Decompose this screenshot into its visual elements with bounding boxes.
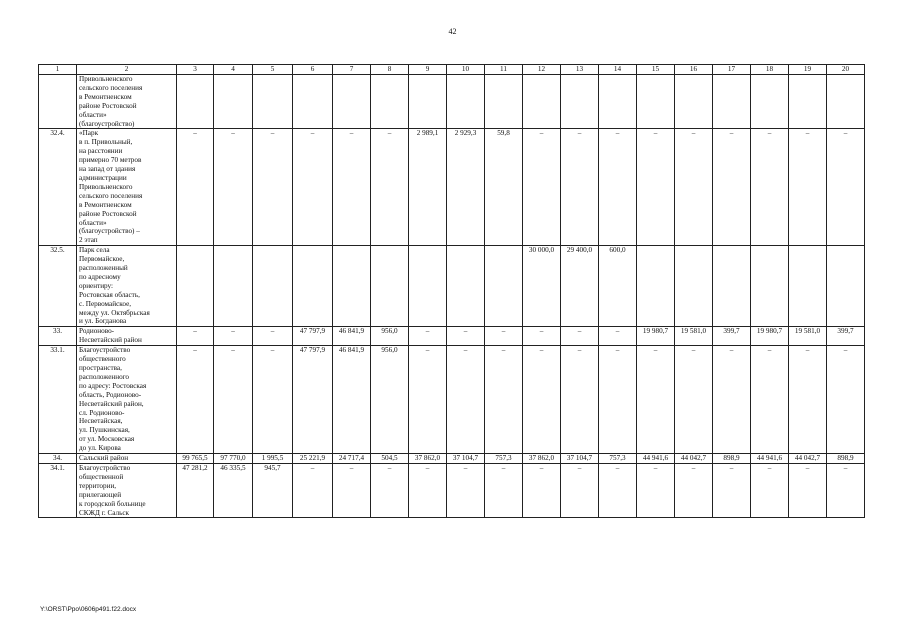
value-cell (637, 75, 675, 129)
table-row (39, 346, 865, 454)
value-cell: – (177, 129, 214, 246)
value-cell: – (293, 463, 333, 517)
column-number: 15 (637, 65, 675, 75)
data-table (38, 64, 865, 518)
value-cell: – (713, 129, 751, 246)
value-cell: 898,9 (827, 454, 865, 464)
value-cell (333, 75, 371, 129)
value-cell: 47 281,2 (177, 463, 214, 517)
value-cell (485, 75, 523, 129)
value-cell: 399,7 (827, 327, 865, 346)
value-cell: 1 995,5 (253, 454, 293, 464)
value-cell: 25 221,9 (293, 454, 333, 464)
value-cell: – (561, 463, 599, 517)
row-number: 33.1. (39, 346, 77, 454)
value-cell: – (447, 346, 485, 454)
table-row (39, 75, 865, 129)
column-number: 10 (447, 65, 485, 75)
value-cell: – (523, 327, 561, 346)
value-cell: – (827, 463, 865, 517)
value-cell: – (447, 327, 485, 346)
column-number: 12 (523, 65, 561, 75)
value-cell (371, 75, 409, 129)
value-cell (177, 75, 214, 129)
value-cell: – (599, 463, 637, 517)
value-cell: 19 980,7 (751, 327, 789, 346)
value-cell: – (409, 327, 447, 346)
value-cell: 898,9 (713, 454, 751, 464)
value-cell (713, 246, 751, 327)
object-name: Парк села Первомайское, расположенный по адресному ориентиру: Ростовская область, с. Первомайское, между ул. Октябрьская и ул. Богданова (77, 246, 177, 327)
value-cell: 956,0 (371, 327, 409, 346)
value-cell: – (177, 346, 214, 454)
value-cell: – (293, 129, 333, 246)
column-number: 3 (177, 65, 214, 75)
row-number (39, 75, 77, 129)
document-path: Y:\ORST\Ppo\0606p491.f22.docx (40, 606, 137, 613)
value-cell (371, 246, 409, 327)
value-cell (675, 75, 713, 129)
value-cell: – (713, 346, 751, 454)
value-cell: 47 797,9 (293, 346, 333, 454)
value-cell: 2 989,1 (409, 129, 447, 246)
value-cell (177, 246, 214, 327)
row-number: 34.1. (39, 463, 77, 517)
value-cell: – (253, 327, 293, 346)
value-cell: 19 581,0 (675, 327, 713, 346)
value-cell: 504,5 (371, 454, 409, 464)
value-cell: – (214, 327, 253, 346)
value-cell: – (599, 327, 637, 346)
value-cell: – (751, 129, 789, 246)
value-cell: 19 581,0 (789, 327, 827, 346)
object-name: «Парк в п. Привольный, на расстоянии примерно 70 метров на запад от здания администрации Привольненского сельского поселения в Ремонтненском районе Ростовской области» (благоустройство) – 2 этап (77, 129, 177, 246)
value-cell: – (177, 327, 214, 346)
page-number: 42 (448, 27, 457, 36)
value-cell (637, 246, 675, 327)
value-cell: – (751, 463, 789, 517)
value-cell (447, 246, 485, 327)
value-cell: 37 104,7 (561, 454, 599, 464)
value-cell: 757,3 (599, 454, 637, 464)
value-cell (409, 75, 447, 129)
value-cell: – (409, 463, 447, 517)
row-number: 32.4. (39, 129, 77, 246)
value-cell: 29 400,0 (561, 246, 599, 327)
value-cell: – (561, 129, 599, 246)
value-cell: – (599, 129, 637, 246)
value-cell: – (523, 346, 561, 454)
value-cell: 99 765,5 (177, 454, 214, 464)
value-cell: 46 841,9 (333, 327, 371, 346)
row-number: 32.5. (39, 246, 77, 327)
value-cell (751, 246, 789, 327)
value-cell (827, 75, 865, 129)
value-cell: – (751, 346, 789, 454)
value-cell: – (827, 129, 865, 246)
value-cell (789, 75, 827, 129)
value-cell: 46 335,5 (214, 463, 253, 517)
value-cell: – (789, 346, 827, 454)
value-cell: 44 042,7 (675, 454, 713, 464)
value-cell: 30 000,0 (523, 246, 561, 327)
value-cell: – (523, 129, 561, 246)
value-cell (214, 246, 253, 327)
column-number: 1 (39, 65, 77, 75)
row-number: 34. (39, 454, 77, 464)
table-row (39, 463, 865, 517)
value-cell: 757,3 (485, 454, 523, 464)
column-number: 16 (675, 65, 713, 75)
column-number: 6 (293, 65, 333, 75)
column-number: 13 (561, 65, 599, 75)
value-cell: – (713, 463, 751, 517)
column-number: 19 (789, 65, 827, 75)
column-number: 9 (409, 65, 447, 75)
value-cell: – (789, 463, 827, 517)
value-cell (523, 75, 561, 129)
column-number: 20 (827, 65, 865, 75)
value-cell: 46 841,9 (333, 346, 371, 454)
value-cell (214, 75, 253, 129)
value-cell: 600,0 (599, 246, 637, 327)
value-cell: 59,8 (485, 129, 523, 246)
value-cell: 37 862,0 (409, 454, 447, 464)
value-cell: – (409, 346, 447, 454)
table-row (39, 327, 865, 346)
value-cell: 37 104,7 (447, 454, 485, 464)
value-cell: – (561, 346, 599, 454)
value-cell: – (371, 463, 409, 517)
value-cell: 2 929,3 (447, 129, 485, 246)
column-number: 5 (253, 65, 293, 75)
value-cell: – (523, 463, 561, 517)
column-number: 4 (214, 65, 253, 75)
value-cell: 37 862,0 (523, 454, 561, 464)
value-cell: – (253, 129, 293, 246)
value-cell: 47 797,9 (293, 327, 333, 346)
value-cell (293, 75, 333, 129)
column-number: 18 (751, 65, 789, 75)
object-name: Привольненского сельского поселения в Ремонтненском районе Ростовской области» (благоустройство) (77, 75, 177, 129)
value-cell: – (485, 346, 523, 454)
object-name: Благоустройство общественного пространства, расположенного по адресу: Ростовская область, Родионово- Несветайский район, сл. Родионово- Несветайская, ул. Пушкинская, от ул. Московская до ул. Кирова (77, 346, 177, 454)
column-number: 7 (333, 65, 371, 75)
value-cell: – (485, 327, 523, 346)
value-cell (789, 246, 827, 327)
value-cell (409, 246, 447, 327)
value-cell: – (485, 463, 523, 517)
value-cell (561, 75, 599, 129)
value-cell: 24 717,4 (333, 454, 371, 464)
value-cell: – (214, 346, 253, 454)
value-cell: – (253, 346, 293, 454)
column-number: 17 (713, 65, 751, 75)
value-cell: – (371, 129, 409, 246)
value-cell: 97 770,0 (214, 454, 253, 464)
value-cell: – (333, 463, 371, 517)
value-cell: – (675, 463, 713, 517)
value-cell: 956,0 (371, 346, 409, 454)
value-cell: – (637, 463, 675, 517)
row-number: 33. (39, 327, 77, 346)
value-cell: – (827, 346, 865, 454)
value-cell: 44 941,6 (637, 454, 675, 464)
value-cell (333, 246, 371, 327)
value-cell: – (561, 327, 599, 346)
value-cell: – (333, 129, 371, 246)
value-cell: – (675, 346, 713, 454)
value-cell (751, 75, 789, 129)
header-row (39, 65, 865, 75)
column-number: 14 (599, 65, 637, 75)
value-cell (485, 246, 523, 327)
value-cell (827, 246, 865, 327)
value-cell: – (214, 129, 253, 246)
object-name: Родионово- Несветайский район (77, 327, 177, 346)
value-cell (447, 75, 485, 129)
value-cell (713, 75, 751, 129)
table-row (39, 454, 865, 464)
value-cell: 399,7 (713, 327, 751, 346)
value-cell (253, 75, 293, 129)
object-name: Сальский район (77, 454, 177, 464)
value-cell: 945,7 (253, 463, 293, 517)
value-cell (675, 246, 713, 327)
value-cell (253, 246, 293, 327)
value-cell: – (447, 463, 485, 517)
value-cell: – (675, 129, 713, 246)
column-number: 8 (371, 65, 409, 75)
object-name: Благоустройство общественной территории, прилегающей к городской больнице СКЖД г. Сальск (77, 463, 177, 517)
value-cell: – (789, 129, 827, 246)
table-row (39, 129, 865, 246)
value-cell: – (599, 346, 637, 454)
value-cell: – (637, 346, 675, 454)
value-cell (293, 246, 333, 327)
value-cell: 44 941,6 (751, 454, 789, 464)
table-row (39, 246, 865, 327)
value-cell (599, 75, 637, 129)
column-number: 2 (77, 65, 177, 75)
value-cell: – (637, 129, 675, 246)
column-number: 11 (485, 65, 523, 75)
value-cell: 19 980,7 (637, 327, 675, 346)
value-cell: 44 042,7 (789, 454, 827, 464)
